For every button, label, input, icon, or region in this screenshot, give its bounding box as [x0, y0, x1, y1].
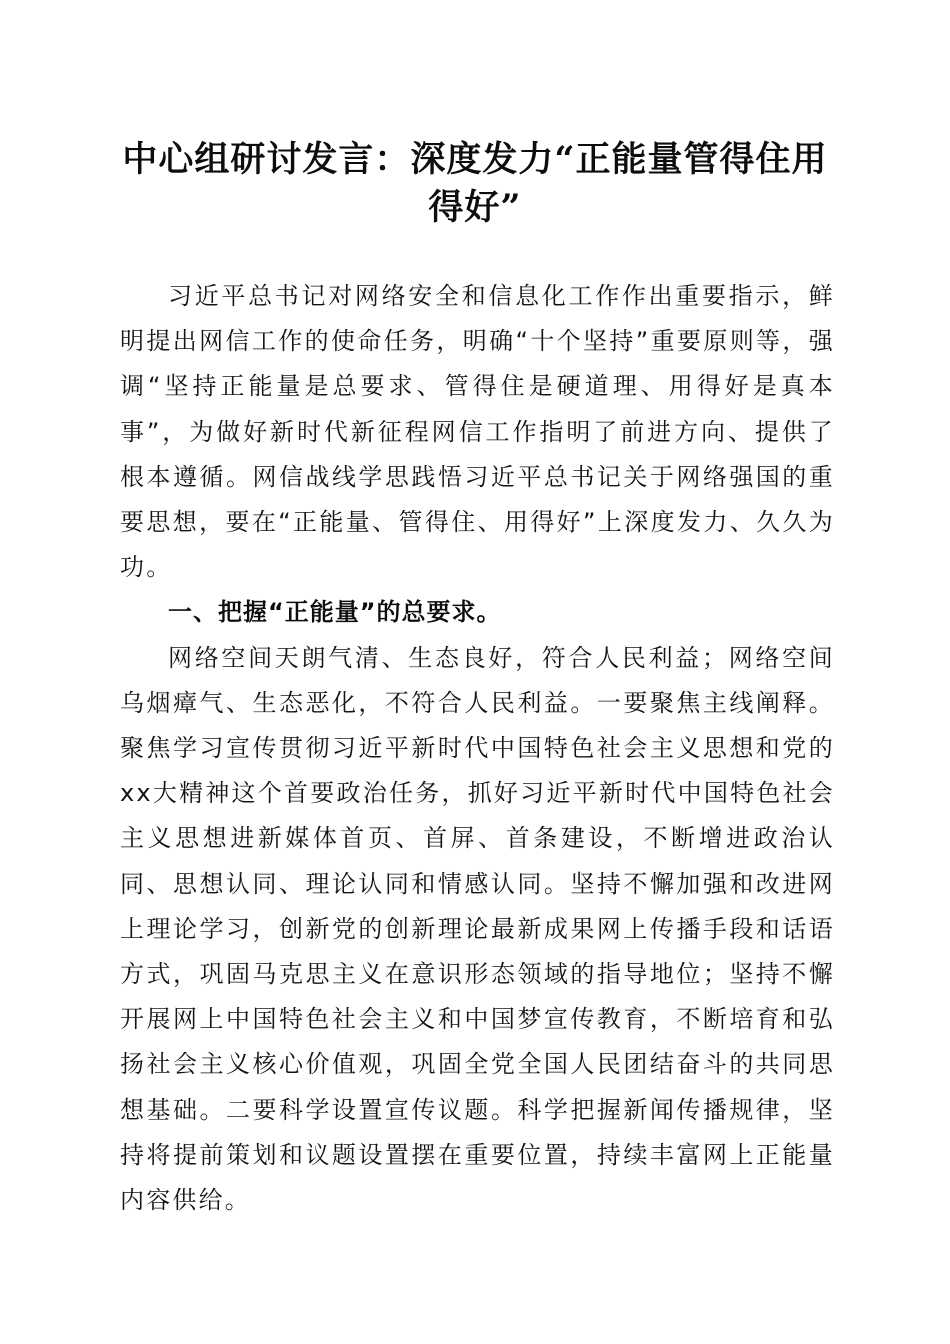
document-title: 中心组研讨发言：深度发力“正能量管得住用得好” [122, 139, 828, 228]
section-1-paragraph: 网络空间天朗气清、生态良好，符合人民利益；网络空间乌烟瘴气、生态恶化，不符合人民利益。一要聚焦主线阐释。聚焦学习宣传贯彻习近平新时代中国特色社会主义思想和党的xx大精神这个首要政治任务，抓好习近平新时代中国特色社会主义思想进新媒体首页、首屏、首条建设，不断增进政治认同、思想认同、理论认同和情感认同。坚持不懈加强和改进网上理论学习，创新党的创新理论最新成果网上传播手段和话语方式，巩固马克思主义在意识形态领域的指导地位；坚持不懈开展网上中国特色社会主义和中国梦宣传教育，不断培育和弘扬社会主义核心价值观，巩固全党全国人民团结奋斗的共同思想基础。二要科学设置宣传议题。科学把握新闻传播规律，坚持将提前策划和议题设置摆在重要位置，持续丰富网上正能量内容供给。 [120, 643, 835, 1215]
section-heading-1: 一、把握“正能量”的总要求。 [168, 598, 502, 627]
intro-paragraph: 习近平总书记对网络安全和信息化工作作出重要指示，鲜明提出网信工作的使命任务，明确“十个坚持”重要原则等，强调“坚持正能量是总要求、管得住是硬道理、用得好是真本事”，为做好新时代新征程网信工作指明了前进方向、提供了根本遵循。网信战线学思践悟习近平总书记关于网络强国的重要思想，要在“正能量、管得住、用得好”上深度发力、久久为功。 [120, 282, 835, 582]
document-body [120, 274, 835, 1223]
